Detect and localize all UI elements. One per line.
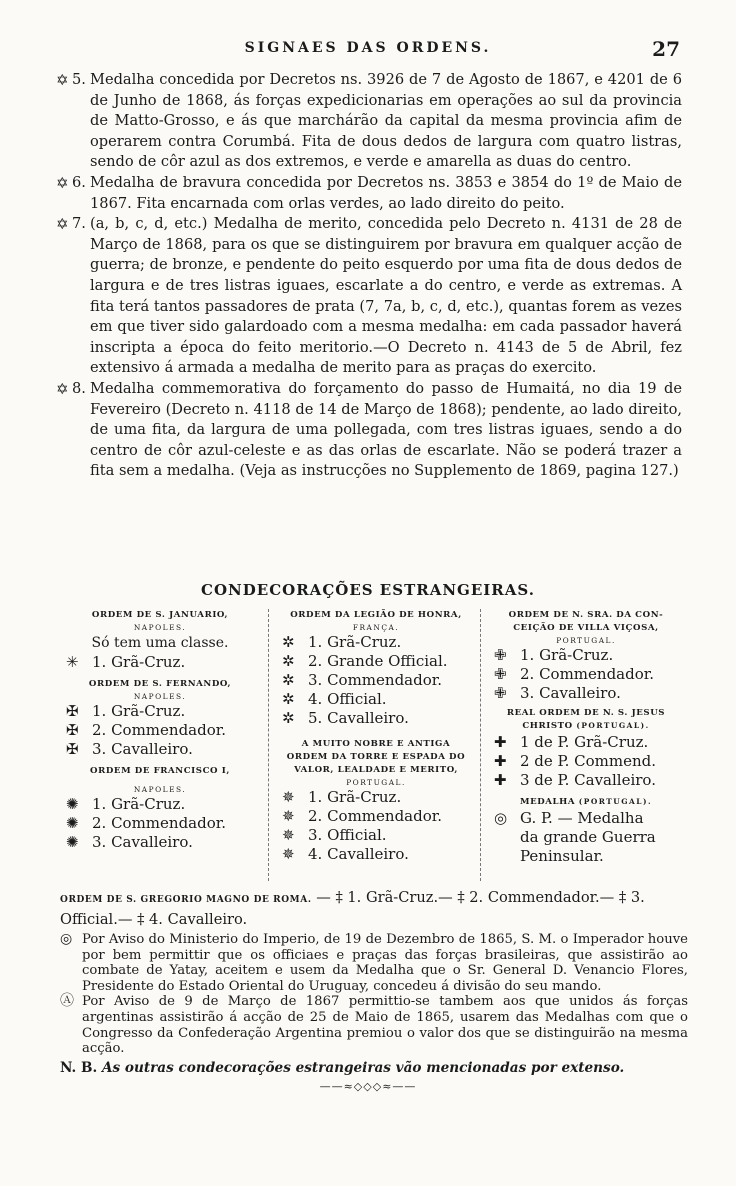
grade-row xyxy=(488,828,684,847)
order-star-icon: ✵ xyxy=(282,845,295,863)
grade-label: 1. Grã-Cruz. xyxy=(520,646,614,664)
grade-label: 4. Official. xyxy=(308,690,387,708)
gregorio-order xyxy=(60,888,690,929)
order-star-icon: ✵ xyxy=(282,788,295,806)
grade-row xyxy=(276,709,476,728)
page-number: 27 xyxy=(652,37,680,61)
grade-label: 3 de P. Cavalleiro. xyxy=(520,771,656,789)
grade-row xyxy=(276,845,476,864)
running-header xyxy=(0,37,736,64)
order-title: ORDEM DE S. GREGORIO MAGNO DE ROMA. xyxy=(60,895,312,905)
grade-row xyxy=(276,652,476,671)
medal-list xyxy=(56,70,682,482)
medal-item-8 xyxy=(56,379,682,482)
footnote xyxy=(60,994,688,1056)
order-country: (PORTUGAL). xyxy=(578,797,653,806)
item-number: 5. xyxy=(72,71,86,88)
order-star-icon: ✲ xyxy=(282,671,295,689)
grade-label: da grande Guerra xyxy=(520,828,656,846)
order-star-icon: ✲ xyxy=(282,690,295,708)
order-title: ORDEM DE S. FERNANDO, xyxy=(88,679,232,689)
order-cross-icon: ✙ xyxy=(494,646,507,664)
grade-label: 2. Commendador. xyxy=(92,721,227,739)
grade-row xyxy=(60,795,260,814)
order-note: Só tem uma classe. xyxy=(91,635,229,651)
item-text: (a, b, c, d, etc.) Medalha de merito, concedida pelo Decreto n. 4131 de 28 de Março de 1868, para os que se distinguirem por bravura em qualquer acção de guerra; de bronze, e pendente do peito esquerdo por uma fita de dous dedos de largura e de tres listras iguaes, escarlate a do centro, e verde as extremas. A fita terá tantos passadores de prata (7, 7a, b, c, d, etc.), quantas forem as vezes em que tiver sido galardoado com a mesma medalha: em cada passador haverá inscripta a época do feito meritorio.—O Decreto n. 4143 de 5 de Abril, fez extensivo á armada a medalha de merito para as praças do exercito. xyxy=(90,215,682,377)
order-badge-icon: ✺ xyxy=(66,795,79,813)
order-country: NAPOLES. xyxy=(133,785,187,794)
grade-row xyxy=(60,833,260,852)
item-number: 8. xyxy=(72,379,86,397)
order-title: ORDEM DE N. SRA. DA CON- xyxy=(508,610,664,620)
grade-label: 2 de P. Commend. xyxy=(520,752,657,770)
order-title: ORDEM DE S. JANUARIO, xyxy=(91,610,229,620)
ornament-divider: ——≈◇◇◇≈—— xyxy=(319,1080,417,1093)
star-icon: ✡ xyxy=(56,215,69,234)
order-star-icon: ✵ xyxy=(282,807,295,825)
order-country: FRANÇA. xyxy=(352,623,400,632)
medal-item-5 xyxy=(56,70,682,173)
order-grades: — ‡ 1. Grã-Cruz.— ‡ 2. Commendador.— ‡ 3. Official.— ‡ 4. Cavalleiro. xyxy=(60,889,645,928)
grade-label: 2. Commendador. xyxy=(520,665,655,683)
page-title: SIGNAES DAS ORDENS. xyxy=(244,40,492,56)
order-title xyxy=(488,720,684,733)
grade-row xyxy=(276,807,476,826)
orders-column-1 xyxy=(60,609,260,852)
grade-label: 1. Grã-Cruz. xyxy=(92,702,186,720)
order-badge-icon: ✺ xyxy=(66,833,79,851)
order-title: A MUITO NOBRE E ANTIGA xyxy=(301,739,451,749)
item-text: Medalha de bravura concedida por Decretos ns. 3853 e 3854 do 1º de Maio de 1867. Fita encarnada com orlas verdes, ao lado direito do peito. xyxy=(90,173,682,212)
grade-row xyxy=(276,826,476,845)
nota-bene xyxy=(60,1061,688,1077)
order-star-icon: ✲ xyxy=(282,633,295,651)
nb-label: N. B. xyxy=(60,1059,98,1076)
item-number: 6. xyxy=(72,173,86,191)
order-cross-icon: ✳ xyxy=(66,653,79,671)
order-title: ORDEM DA TORRE E ESPADA DO xyxy=(286,752,466,762)
grade-label: G. P. — Medalha xyxy=(520,809,644,827)
footnotes xyxy=(60,932,688,1076)
footnote-text: Por Aviso do Ministerio do Imperio, de 19 de Dezembro de 1865, S. M. o Imperador houve por bem permittir que os officiaes e praças das forças brasileiras, que assistirão ao combate de Yatay, aceitem e usem da Medalha que o Sr. General D. Venancio Flores, Presidente do Estado Oriental do Uruguay, concedeu á divisão do seu mando. xyxy=(82,932,688,994)
star-icon: ✡ xyxy=(56,71,69,89)
order-cross-icon: ✠ xyxy=(66,740,79,758)
order-cross-icon: ✠ xyxy=(66,702,79,720)
order-country: NAPOLES. xyxy=(133,692,187,701)
order-cross-icon: ✚ xyxy=(494,771,507,789)
order-country: NAPOLES. xyxy=(133,623,187,632)
order-star-icon: ✵ xyxy=(282,826,295,844)
order-star-icon: ✲ xyxy=(282,652,295,670)
grade-row xyxy=(488,771,684,790)
nb-text: As outras condecorações estrangeiras vão mencionadas por extenso. xyxy=(101,1059,625,1076)
grade-label: Peninsular. xyxy=(520,847,604,865)
grade-label: 1. Grã-Cruz. xyxy=(308,788,402,806)
section-title: CONDECORAÇÕES ESTRANGEIRAS. xyxy=(201,581,535,599)
grade-label: 3. Commendador. xyxy=(308,671,443,689)
grade-row xyxy=(60,702,260,721)
order-title: ORDEM DA LEGIÃO DE HONRA, xyxy=(290,610,462,620)
grade-row xyxy=(60,740,260,759)
grade-label: 2. Commendador. xyxy=(92,814,227,832)
order-cross-icon: ✙ xyxy=(494,665,507,683)
grade-label: 3. Cavalleiro. xyxy=(520,684,621,702)
grade-row xyxy=(276,788,476,807)
order-cross-icon: ✚ xyxy=(494,752,507,770)
item-number: 7. xyxy=(72,215,86,233)
grade-row xyxy=(488,684,684,703)
orders-column-3 xyxy=(488,609,684,866)
order-badge-icon: ✺ xyxy=(66,814,79,832)
item-text: Medalha concedida por Decretos ns. 3926 de 7 de Agosto de 1867, e 4201 de 6 de Junho de 1868, ás forças expedicionarias em operações ao sul da provincia de Matto-Grosso, e ás que marchárão da capital da mesma provincia afim de operarem contra Corumbá. Fita de dous dedos de largura com quatro listras, sendo de côr azul as dos extremos, e verde e amarella as duas do centro. xyxy=(90,71,682,171)
grade-row xyxy=(276,671,476,690)
order-cross-icon: ✠ xyxy=(66,721,79,739)
medal-circle-icon: ◎ xyxy=(60,931,73,947)
order-cross-icon: ✚ xyxy=(494,733,507,751)
grade-label: 4. Cavalleiro. xyxy=(308,845,409,863)
grade-row xyxy=(276,690,476,709)
star-icon: ✡ xyxy=(56,379,69,398)
order-title-part: CHRISTO xyxy=(522,721,573,731)
grade-row xyxy=(488,646,684,665)
order-title: ORDEM DE FRANCISCO I, xyxy=(90,766,230,776)
grade-row xyxy=(488,847,684,866)
medal-a-icon: Ⓐ xyxy=(60,993,74,1010)
order-cross-icon: ✙ xyxy=(494,684,507,702)
order-country: (PORTUGAL). xyxy=(576,721,650,730)
grade-label: 5. Cavalleiro. xyxy=(308,709,409,727)
order-star-icon: ✲ xyxy=(282,709,295,727)
column-divider xyxy=(268,609,269,881)
order-title: VALOR, LEALDADE E MERITO, xyxy=(294,765,458,775)
medal-circle-icon: ◎ xyxy=(494,809,508,827)
order-country: PORTUGAL. xyxy=(556,636,616,645)
grade-row xyxy=(60,653,260,672)
grade-label: 2. Commendador. xyxy=(308,807,443,825)
item-text: Medalha commemorativa do forçamento do passo de Humaitá, no dia 19 de Fevereiro (Decreto n. 4118 de 14 de Março de 1868); pendente, ao lado direito, de uma fita, da largura de uma pollegada, com tres listras iguaes, sendo a do centro de côr azul-celeste e as das orlas de escarlate. Não se poderá trazer a fita sem a medalha. (Veja as instrucções no Supplemento de 1869, pagina 127.) xyxy=(90,379,682,480)
grade-label: 1. Grã-Cruz. xyxy=(92,795,186,813)
grade-row xyxy=(488,665,684,684)
grade-row xyxy=(60,814,260,833)
footnote-text: Por Aviso de 9 de Março de 1867 permittio-se tambem aos que unidos ás forças argentinas assistirão á acção de 25 de Maio de 1865, usarem das Medalhas com que o Congresso da Confederação Argentina premiou o valor dos que se distinguirão na mesma acção. xyxy=(82,994,688,1057)
grade-label: 3. Official. xyxy=(308,826,387,844)
grade-row xyxy=(488,733,684,752)
orders-column-2 xyxy=(276,609,476,864)
grade-row xyxy=(60,721,260,740)
column-divider xyxy=(480,609,481,881)
grade-row xyxy=(488,809,684,828)
grade-label: 1. Grã-Cruz. xyxy=(92,653,186,671)
grade-label: 1. Grã-Cruz. xyxy=(308,633,402,651)
footnote xyxy=(60,932,688,994)
grade-label: 1 de P. Grã-Cruz. xyxy=(520,733,649,751)
order-title: CEIÇÃO DE VILLA VIÇOSA, xyxy=(513,623,659,633)
grade-label: 3. Cavalleiro. xyxy=(92,833,193,851)
grade-label: 3. Cavalleiro. xyxy=(92,740,193,758)
medal-item-7 xyxy=(56,214,682,379)
grade-row xyxy=(276,633,476,652)
order-title: REAL ORDEM DE N. S. JESUS xyxy=(506,708,666,718)
grade-label: 2. Grande Official. xyxy=(308,652,448,670)
order-title xyxy=(488,796,684,809)
order-country: PORTUGAL. xyxy=(346,778,406,787)
order-title-part: MEDALHA xyxy=(519,797,576,807)
star-icon: ✡ xyxy=(56,173,69,192)
grade-row xyxy=(488,752,684,771)
medal-item-6 xyxy=(56,173,682,214)
